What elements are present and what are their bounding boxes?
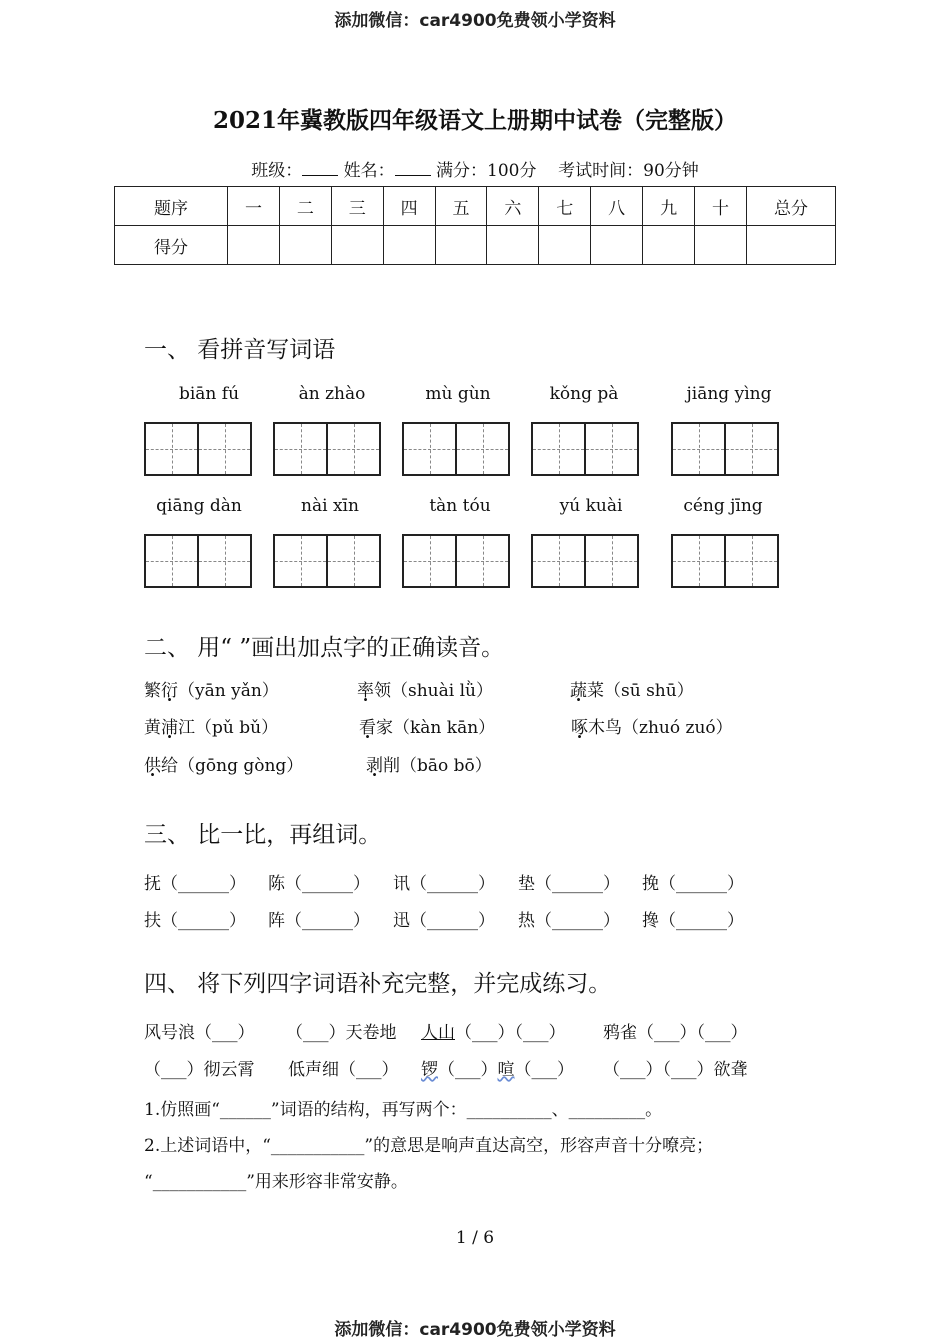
writing-grid[interactable] [402,534,510,588]
pinyin-label: céng jīng [683,496,763,516]
class-label: 班级： [251,161,303,181]
item-options[interactable]: 领（shuài lǜ） [374,681,493,701]
dotted-char: 啄 [571,718,588,738]
compare-item[interactable]: 陈（______） [268,874,370,894]
table-cell: 六 [487,187,539,226]
idiom-item[interactable] [421,1018,566,1043]
page-title: 2021年冀教版四年级语文上册期中试卷（完整版） [212,107,737,134]
reading-item [359,713,495,738]
table-cell: 五 [435,187,487,226]
item-options[interactable]: 江（pǔ bǔ） [178,718,279,738]
score-cell[interactable] [539,226,591,265]
question-1[interactable]: 1.仿照画“______”词语的结构，再写两个：__________、_________。 [144,1100,663,1120]
table-cell: 八 [591,187,643,226]
bottom-banner: 添加微信：car4900免费领小学资料 [334,1320,616,1340]
compare-item[interactable]: 热（______） [518,911,620,931]
top-banner: 添加微信：car4900免费领小学资料 [334,11,616,31]
idiom-blank[interactable]: （___） [438,1060,498,1080]
writing-grid[interactable] [144,534,252,588]
page-number: 1 / 6 [455,1228,495,1248]
pinyin-label: biān fú [178,384,240,404]
reading-item [571,713,733,738]
item-options[interactable]: 削（bāo bō） [383,756,492,776]
idiom-item[interactable]: （___）彻云霄 [144,1060,255,1080]
dotted-char: 浦 [161,718,178,738]
item-options[interactable]: 给（gōng gòng） [161,756,304,776]
score-cell[interactable] [228,226,280,265]
full-score: 满分：100分 [436,161,537,181]
table-cell: 七 [539,187,591,226]
name-label: 姓名： [343,161,395,181]
compare-item[interactable]: 搀（______） [642,911,744,931]
class-blank[interactable] [302,160,338,176]
table-cell: 三 [331,187,383,226]
item-options[interactable]: 家（kàn kān） [376,718,496,738]
score-cell[interactable] [643,226,695,265]
reading-item [144,676,279,701]
score-cell[interactable] [695,226,747,265]
writing-grid[interactable] [144,422,252,476]
dotted-char: 衍 [161,681,178,701]
table-cell: 九 [643,187,695,226]
reading-item [144,751,303,776]
section-1-heading: 一、 看拼音写词语 [144,337,336,363]
writing-grid[interactable] [671,534,779,588]
reading-item [357,676,493,701]
dotted-char: 率 [357,681,374,701]
wavy-word: 锣 [421,1060,438,1080]
table-cell: 得分 [115,226,228,265]
writing-grid[interactable] [671,422,779,476]
reading-item [366,751,492,776]
score-table-header-row [115,187,836,226]
idiom-item[interactable] [421,1055,574,1080]
item-options[interactable]: 菜（sū shū） [587,681,694,701]
item-options[interactable]: （yān yǎn） [178,681,279,701]
table-cell: 一 [228,187,280,226]
score-cell[interactable] [591,226,643,265]
idiom-blanks[interactable]: （___）（___） [455,1023,566,1043]
idiom-item[interactable]: （___）（___）欲聋 [603,1060,748,1080]
pinyin-label: nài xīn [301,496,359,516]
writing-grid[interactable] [531,422,639,476]
table-cell: 四 [383,187,435,226]
exam-time: 考试时间：90分钟 [558,161,699,181]
writing-grid[interactable] [273,534,381,588]
idiom-item[interactable]: 风号浪（___） [144,1023,255,1043]
score-cell[interactable] [747,226,836,265]
score-cell[interactable] [435,226,487,265]
writing-grid[interactable] [531,534,639,588]
idiom-item[interactable]: 低声细（___） [288,1060,399,1080]
section-3-heading: 三、 比一比，再组词。 [144,822,382,848]
pinyin-label: mù gùn [425,384,491,404]
score-cell[interactable] [331,226,383,265]
score-cell[interactable] [383,226,435,265]
item-options[interactable]: 木鸟（zhuó zuó） [588,718,733,738]
pinyin-label: kǒng pà [549,384,619,404]
reading-item [570,676,694,701]
compare-item[interactable]: 阵（______） [268,911,370,931]
idiom-blank[interactable]: （___） [514,1060,574,1080]
underlined-word: 人山 [421,1023,455,1043]
compare-item[interactable]: 扶（______） [144,911,246,931]
pinyin-label: qiāng dàn [156,496,242,516]
pinyin-label: yú kuài [559,496,623,516]
pinyin-label: àn zhào [298,384,366,404]
table-cell: 总分 [747,187,836,226]
compare-item[interactable]: 抚（______） [144,874,246,894]
question-2-cont[interactable]: “___________”用来形容非常安静。 [144,1172,408,1192]
section-2-heading: 二、 用“ ”画出加点字的正确读音。 [144,635,505,661]
table-cell: 十 [695,187,747,226]
pinyin-label: tàn tóu [429,496,491,516]
dotted-char: 看 [359,718,376,738]
table-cell: 二 [279,187,331,226]
reading-item [144,713,278,738]
dotted-char: 供 [144,756,161,776]
compare-item[interactable]: 讯（______） [393,874,495,894]
table-cell: 题序 [115,187,228,226]
score-cell[interactable] [279,226,331,265]
item-text: 黄 [144,718,161,738]
score-table-score-row [115,226,836,265]
dotted-char: 剥 [366,756,383,776]
compare-item[interactable]: 垫（______） [518,874,620,894]
writing-grid[interactable] [402,422,510,476]
section-4-heading: 四、 将下列四字词语补充完整，并完成练习。 [144,971,612,997]
compare-item[interactable]: 迅（______） [393,911,495,931]
question-2[interactable]: 2.上述词语中，“___________”的意思是响声直达高空，形容声音十分嘹亮； [144,1136,714,1156]
item-text: 繁 [144,681,161,701]
name-blank[interactable] [395,160,431,176]
score-table [114,186,836,265]
wavy-word: 喧 [497,1060,515,1080]
writing-grid[interactable] [273,422,381,476]
score-cell[interactable] [487,226,539,265]
idiom-item[interactable]: （___）天卷地 [286,1023,397,1043]
idiom-item[interactable]: 鸦雀（___）（___） [603,1023,748,1043]
exam-info [0,156,950,181]
dotted-char: 蔬 [570,681,587,701]
compare-item[interactable]: 挽（______） [642,874,744,894]
pinyin-label: jiāng yìng [686,384,772,404]
